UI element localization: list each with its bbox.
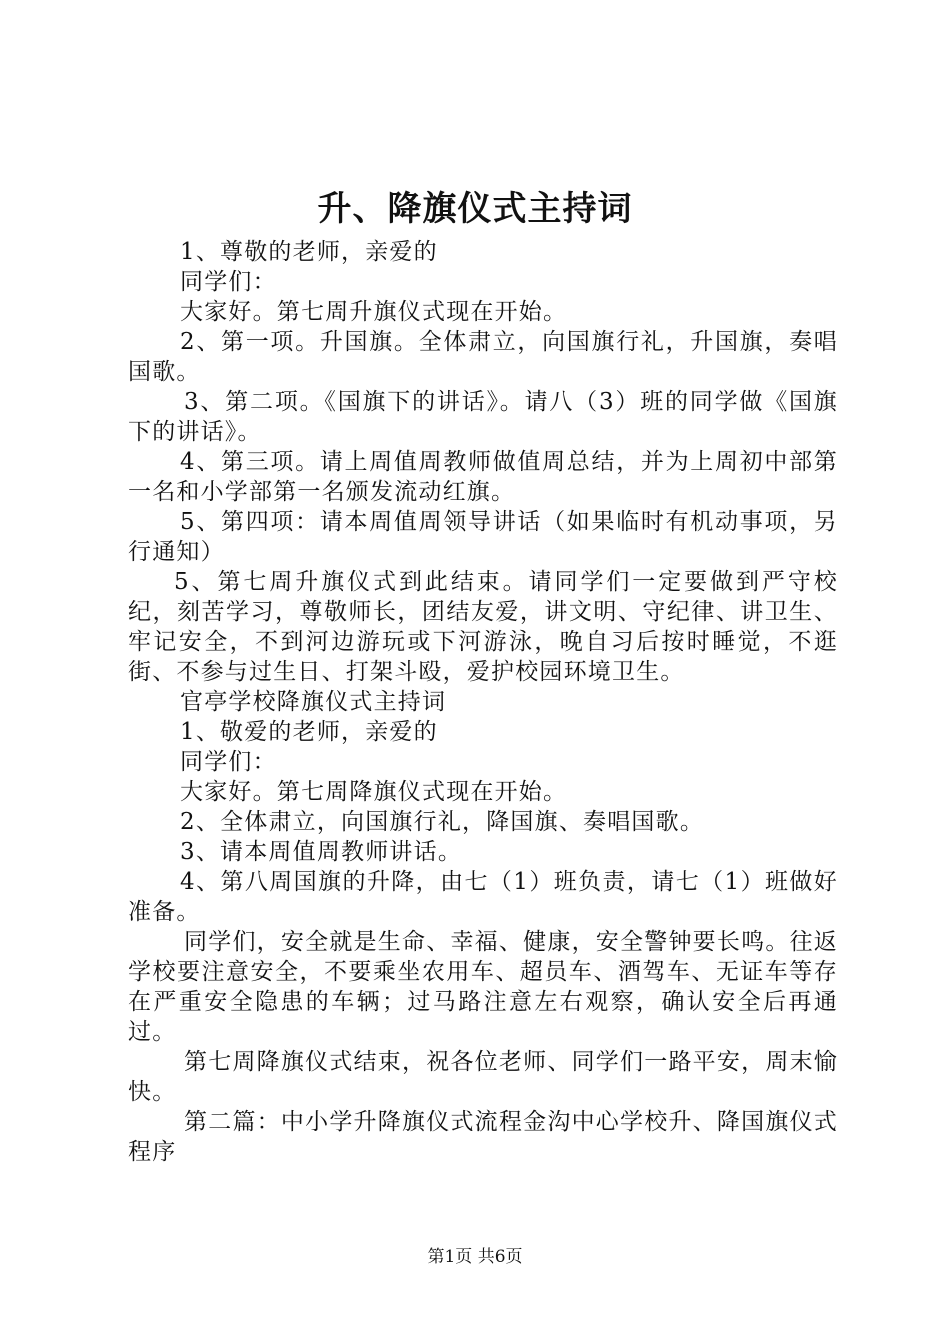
paragraph: 同学们，安全就是生命、幸福、健康，安全警钟要长鸣。往返学校要注意安全，不要乘坐农用车、超员车、酒驾车、无证车等存在严重安全隐患的车辆；过马路注意左右观察，确认安全后再通过。 xyxy=(128,929,838,1045)
document-title: 升、降旗仪式主持词 xyxy=(317,189,633,229)
paragraph: 3、请本周值周教师讲话。 xyxy=(180,839,463,865)
paragraph: 3、第二项。《国旗下的讲话》。请八（3）班的同学做《国旗下的讲话》。 xyxy=(128,389,838,445)
paragraph: 同学们： xyxy=(180,269,277,295)
paragraph: 5、第四项：请本周值周领导讲话（如果临时有机动事项，另行通知） xyxy=(128,509,838,565)
paragraph: 大家好。第七周升旗仪式现在开始。 xyxy=(180,299,568,325)
paragraph: 大家好。第七周降旗仪式现在开始。 xyxy=(180,779,568,805)
paragraph: 第二篇：中小学升降旗仪式流程金沟中心学校升、降国旗仪式程序 xyxy=(128,1109,838,1165)
paragraph: 5、第七周升旗仪式到此结束。请同学们一定要做到严守校纪，刻苦学习，尊敬师长，团结友爱，讲文明、守纪律、讲卫生、牢记安全，不到河边游玩或下河游泳，晚自习后按时睡觉，不逛街、不参与过生日、打架斗殴，爱护校园环境卫生。 xyxy=(128,569,838,685)
paragraph: 同学们： xyxy=(180,749,277,775)
paragraph: 4、第三项。请上周值周教师做值周总结，并为上周初中部第一名和小学部第一名颁发流动红旗。 xyxy=(128,449,838,505)
document-body xyxy=(128,237,838,1167)
page-number-footer: 第1页 共6页 xyxy=(427,1247,523,1267)
paragraph: 4、第八周国旗的升降，由七（1）班负责，请七（1）班做好准备。 xyxy=(128,869,838,925)
paragraph: 1、敬爱的老师，亲爱的 xyxy=(180,719,438,745)
paragraph: 1、尊敬的老师，亲爱的 xyxy=(180,239,438,265)
paragraph: 第七周降旗仪式结束，祝各位老师、同学们一路平安，周末愉快。 xyxy=(128,1049,838,1105)
paragraph: 官亭学校降旗仪式主持词 xyxy=(180,689,447,715)
paragraph: 2、全体肃立，向国旗行礼，降国旗、奏唱国歌。 xyxy=(180,809,705,835)
paragraph: 2、第一项。升国旗。全体肃立，向国旗行礼，升国旗，奏唱国歌。 xyxy=(128,329,838,385)
